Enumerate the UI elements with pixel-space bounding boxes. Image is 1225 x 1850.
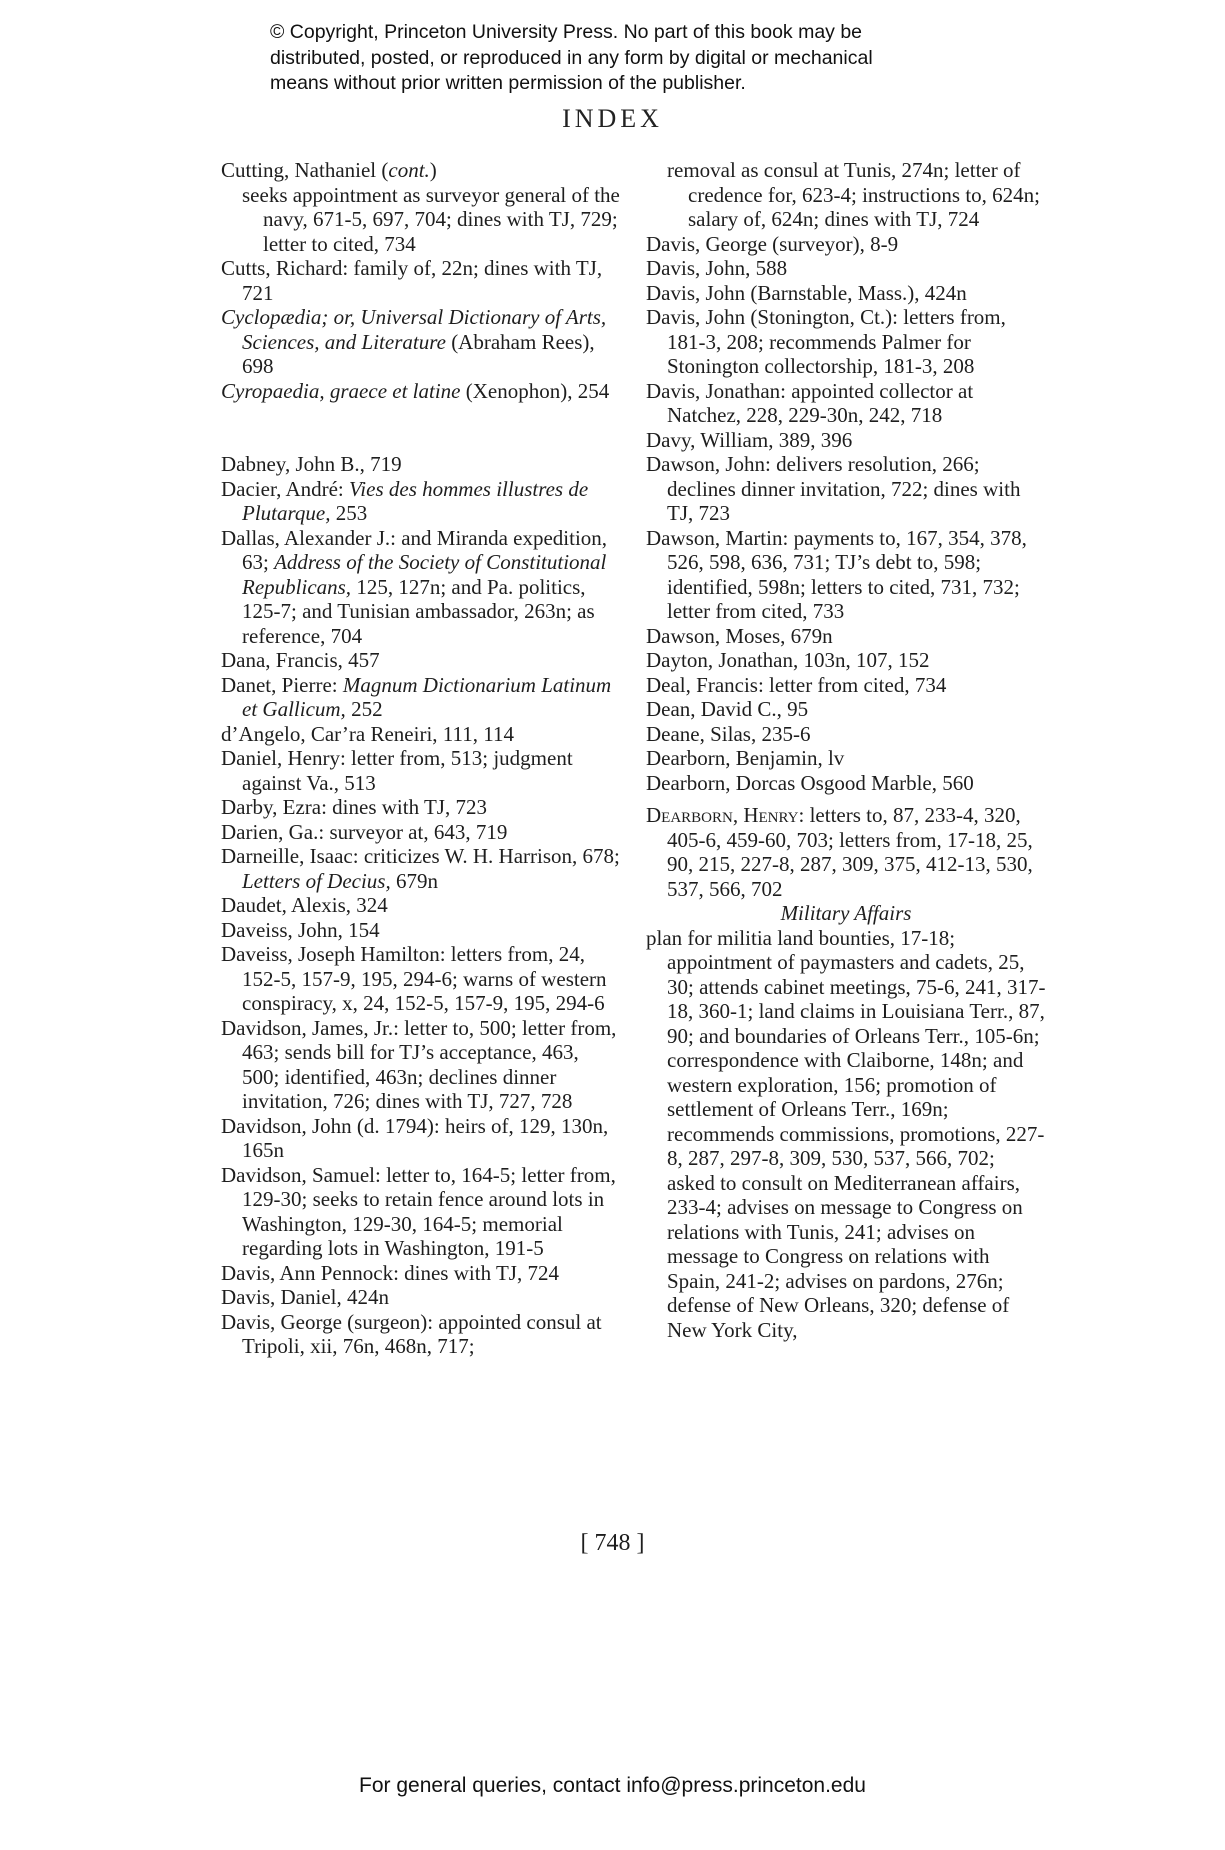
index-entry: Daveiss, John, 154 [221,917,380,942]
index-section-heading: Military Affairs [780,901,912,925]
index-entry: d’Angelo, Car’ra Reneiri, 111, 114 [221,721,514,746]
index-entry: Davidson, John (d. 1794): heirs of, 129, 130n, 165n [221,1113,609,1162]
index-entry: Davis, Jonathan: appointed collector at Natchez, 228, 229-30n, 242, 718 [646,378,974,427]
index-main-heading: Dearborn, Henry: letters to, 87, 233-4, 320, 405-6, 459-60, 703; letters from, 17-18, 25, 90, 215, 227-8, 287, 309, 375, 412-13, 530, 537, 566, 702 [646,803,1033,901]
index-entry: Darneille, Isaac: criticizes W. H. Harrison, 678; Letters of Decius, 679n [221,844,620,893]
index-entry: Deal, Francis: letter from cited, 734 [646,672,947,697]
index-entry: Davis, John (Stonington, Ct.): letters from, 181-3, 208; recommends Palmer for Stonington collectorship, 181-3, 208 [646,305,1006,378]
index-entry: Dallas, Alexander J.: and Miranda expedition, 63; Address of the Society of Constitutional Republicans, 125, 127n; and Pa. politics, 125-7; and Tunisian ambassador, 263n; as reference, 704 [221,525,608,648]
index-entry: Dana, Francis, 457 [221,648,380,672]
index-entry: Dawson, Moses, 679n [646,623,833,648]
index-entry: Dawson, Martin: payments to, 167, 354, 378, 526, 598, 636, 731; TJ’s debt to, 598; identified, 598n; letters to cited, 731, 732; letter from cited, 733 [646,525,1027,623]
index-subentry: seeks appointment as surveyor general of the navy, 671-5, 697, 704; dines with TJ, 729; letter to cited, 734 [242,182,620,256]
index-entry: Daniel, Henry: letter from, 513; judgment against Va., 513 [221,746,573,795]
index-entry: Davis, George (surveyor), 8-9 [646,231,899,256]
index-entry: Davis, George (surgeon): appointed consul at Tripoli, xii, 76n, 468n, 717; [221,1309,602,1358]
index-entry: Deane, Silas, 235-6 [646,721,811,746]
index-entry: Dawson, John: delivers resolution, 266; declines dinner invitation, 722; dines with TJ, 723 [646,452,1021,525]
index-entry: Davy, William, 389, 396 [646,427,853,452]
index-entry: Darien, Ga.: surveyor at, 643, 719 [221,819,508,844]
index-entry: Darby, Ezra: dines with TJ, 723 [221,795,487,819]
copyright-line: © Copyright, Princeton University Press. No part of this book may be [270,21,863,43]
index-entry: Davidson, James, Jr.: letter to, 500; letter from, 463; sends bill for TJ’s acceptance, 463, 500; identified, 463n; declines dinner invitation, 726; dines with TJ, 727, 728 [221,1015,617,1113]
index-entry: Davis, John, 588 [646,256,788,280]
index-entry: Daudet, Alexis, 324 [221,893,388,917]
copyright-line: means without prior written permission of the publisher. [270,72,746,94]
index-entry: Danet, Pierre: Magnum Dictionarium Latinum et Gallicum, 252 [221,672,612,721]
index-entry: Dacier, André: Vies des hommes illustres de Plutarque, 253 [221,476,589,525]
index-entry: Dearborn, Benjamin, lv [646,746,845,770]
index-column-right [646,158,1046,1342]
index-entry: Cutting, Nathaniel (cont.) [221,158,437,182]
index-entry: Cutts, Richard: family of, 22n; dines with TJ, 721 [221,256,603,305]
letter-gap [221,403,621,452]
footer-contact: For general queries, contact info@press.princeton.edu [359,1774,866,1797]
index-entry: Dearborn, Dorcas Osgood Marble, 560 [646,770,974,795]
copyright-line: distributed, posted, or reproduced in any form by digital or mechanical [270,46,873,69]
index-entry: Davidson, Samuel: letter to, 164-5; letter from, 129-30; seeks to retain fence around lots in Washington, 129-30, 164-5; memorial regarding lots in Washington, 191-5 [221,1162,616,1260]
page-number: [ 748 ] [580,1530,645,1556]
index-entry: Dayton, Jonathan, 103n, 107, 152 [646,648,930,672]
index-entry: Dabney, John B., 719 [221,452,402,476]
index-entry: Davis, John (Barnstable, Mass.), 424n [646,280,967,305]
index-entry: Daveiss, Joseph Hamilton: letters from, 24, 152-5, 157-9, 195, 294-6; warns of western conspiracy, x, 24, 152-5, 157-9, 195, 294-6 [221,942,607,1015]
copyright-notice [270,20,970,97]
index-entry-continued: removal as consul at Tunis, 274n; letter of credence for, 623-4; instructions to, 624n; salary of, 624n; dines with TJ, 724 [667,158,1040,231]
index-entry: Dean, David C., 95 [646,697,809,721]
index-entry: Cyropaedia, graece et latine (Xenophon), 254 [221,378,610,403]
index-entry: Cyclopædia; or, Universal Dictionary of Arts, Sciences, and Literature (Abraham Rees), 698 [221,305,607,378]
index-entry: Davis, Ann Pennock: dines with TJ, 724 [221,1260,559,1285]
index-entry: Davis, Daniel, 424n [221,1285,389,1309]
index-subentry: plan for militia land bounties, 17-18; appointment of paymasters and cadets, 25, 30; attends cabinet meetings, 75-6, 241, 317-18, 360-1; land claims in Louisiana Terr., 87, 90; and boundaries of Orleans Terr., 105-6n; correspondence with Claiborne, 148n; and western exploration, 156; promotion of settlement of Orleans Terr., 169n; recommends commissions, promotions, 227-8, 287, 297-8, 309, 530, 537, 566, 702; asked to consult on Mediterranean affairs, 233-4; advises on message to Congress on relations with Tunis, 241; advises on message to Congress on relations with Spain, 241-2; advises on pardons, 276n; defense of New Orleans, 320; defense of New York City, [646,925,1046,1342]
running-head: INDEX [562,104,663,133]
index-column-left [221,158,621,1359]
